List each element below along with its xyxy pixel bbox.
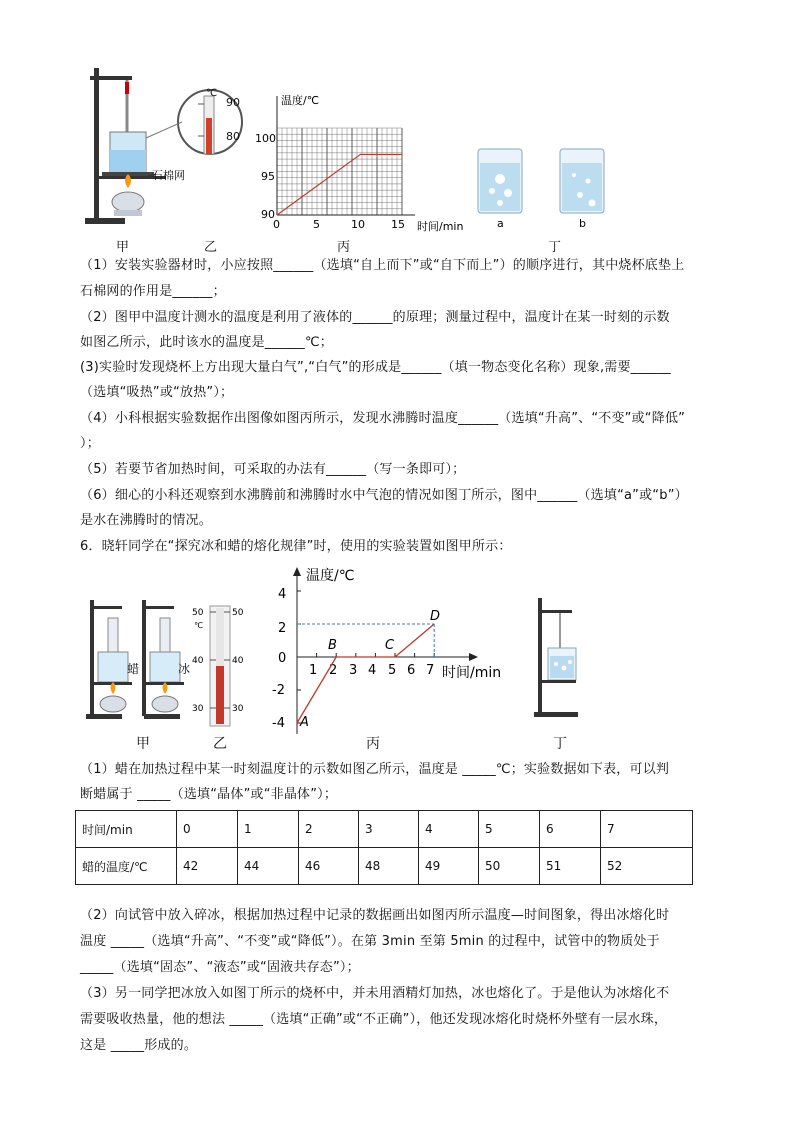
- table-cell: 3: [359, 811, 419, 848]
- fig1-apparatus: [80, 60, 250, 230]
- fig2-caption-ding: 丁: [553, 736, 567, 752]
- point-B: B: [328, 638, 337, 653]
- graph1-xlabel: 时间/min: [417, 220, 464, 233]
- table-cell: 1: [238, 811, 299, 848]
- table-row: [76, 848, 693, 885]
- fig2-caption-yi: 乙: [213, 736, 227, 752]
- graph2-ytick: -4: [272, 716, 285, 731]
- table-cell: 7: [601, 811, 693, 848]
- fig2-thermometer: [190, 604, 250, 729]
- graph1-xtick: 0: [273, 218, 280, 231]
- graph2-xtick: 3: [349, 663, 358, 678]
- table-cell: 49: [419, 848, 479, 885]
- q5-line: ）；: [80, 436, 100, 451]
- fig2-caption-jia: 甲: [136, 736, 150, 752]
- table-cell: 2: [299, 811, 359, 848]
- table-cell: 42: [177, 848, 238, 885]
- table-cell: 0: [177, 811, 238, 848]
- therm-tick-left: 30: [192, 704, 204, 714]
- graph2-ytick: -2: [272, 683, 285, 698]
- row-label: 蜡的温度/℃: [76, 848, 177, 885]
- asbestos-label: 石棉网: [152, 169, 185, 182]
- graph2-ytick: 4: [278, 587, 287, 602]
- fig1-caption-yi: 乙: [204, 240, 218, 255]
- therm-tick-left: 40: [192, 656, 204, 666]
- beaker-b-label: b: [579, 217, 586, 230]
- therm-tick-right: 40: [232, 656, 244, 666]
- graph2-ytick: 2: [278, 621, 287, 636]
- table-cell: 50: [479, 848, 540, 885]
- table-cell: 52: [601, 848, 693, 885]
- graph2-xtick: 6: [407, 663, 416, 678]
- q6-line: （3）另一同学把冰放入如图丁所示的烧杯中，并未用酒精灯加热，冰也熔化了。于是他认为冰熔化不: [80, 986, 670, 1001]
- graph2-xtick: 2: [329, 663, 338, 678]
- q5-line: (3)实验时发现烧杯上方出现大量白气”,“白气”的形成是______（填一物态变化名称）现象,需要______: [80, 360, 671, 375]
- graph2-ytick: 0: [278, 651, 287, 666]
- graph2-ylabel: 温度/℃: [306, 568, 355, 584]
- table-cell: 6: [540, 811, 601, 848]
- graph2-xtick: 4: [368, 663, 377, 678]
- table-cell: 46: [299, 848, 359, 885]
- melting-graph: [270, 562, 515, 740]
- table-cell: 51: [540, 848, 601, 885]
- beaker-a-label: a: [497, 217, 504, 230]
- q5-line: （2）图甲中温度计测水的温度是利用了液体的______的原理；测量过程中，温度计在某一时刻的示数: [80, 310, 670, 325]
- therm-tick-right: 50: [232, 608, 244, 618]
- thermo-tick-90: 90: [226, 96, 240, 109]
- table-cell: 48: [359, 848, 419, 885]
- table-cell: 44: [238, 848, 299, 885]
- q6-intro: 6．晓轩同学在“探究冰和蜡的熔化规律”时，使用的实验装置如图甲所示：: [80, 539, 512, 554]
- boiling-graph: [255, 88, 485, 238]
- q6-line: 断蜡属于 _____（选填“晶体”或“非晶体”）；: [80, 787, 338, 802]
- q5-line: 是水在沸腾时的情况。: [80, 513, 213, 528]
- table-cell: 4: [419, 811, 479, 848]
- fig1-caption-bing: 丙: [337, 240, 351, 255]
- point-D: D: [430, 609, 441, 624]
- graph1-xtick: 10: [351, 218, 365, 231]
- q5-line: （6）细心的小科还观察到水沸腾前和沸腾时水中气泡的情况如图丁所示，图中______（选填“a”或“b”）: [80, 488, 688, 503]
- q6-line: （1）蜡在加热过程中某一时刻温度计的示数如图乙所示，温度是 _____℃；实验数据如下表，可以判: [80, 762, 670, 777]
- fig2-caption-bing: 丙: [366, 736, 380, 752]
- q6-line: 需要吸收热量，他的想法 _____（选填“正确”或“不正确”），他还发现冰熔化时烧杯外壁有一层水珠，: [80, 1012, 668, 1027]
- graph1-ytick: 90: [261, 208, 275, 221]
- q6-line: _____（选填“固态”、“液态”或“固液共存态”）；: [80, 960, 360, 975]
- q5-line: （4）小科根据实验数据作出图像如图丙所示，发现水沸腾时温度______（选填“升高”、“不变”或“降低”: [80, 411, 686, 426]
- therm-tick-right: 30: [232, 704, 244, 714]
- thermo-tick-80: 80: [226, 130, 240, 143]
- graph2-xlabel: 时间/min: [442, 665, 502, 681]
- q6-line: 这是 _____形成的。: [80, 1038, 198, 1053]
- beakers: [470, 145, 620, 235]
- fig2-ice-beaker: [530, 596, 590, 721]
- table-row: [76, 811, 693, 848]
- point-C: C: [385, 638, 395, 653]
- boiling-grid: [277, 96, 415, 215]
- wax-data-table: [75, 810, 693, 885]
- q5-line: （1）安装实验器材时，小应按照______（选填“自上而下”或“自下而上”）的顺序进行，其中烧杯底垫上: [80, 258, 685, 273]
- boiling-line: [277, 154, 402, 215]
- q6-line: （2）向试管中放入碎冰，根据加热过程中记录的数据画出如图丙所示温度—时间图象，得出冰熔化时: [80, 908, 670, 923]
- graph1-ylabel: 温度/℃: [281, 94, 320, 107]
- fig1-caption-ding: 丁: [548, 240, 562, 255]
- q6-line: 温度 _____（选填“升高”、“不变”或“降低”）。在第 3min 至第 5min 的过程中，试管中的物质处于: [80, 934, 660, 949]
- q5-line: （5）若要节省加热时间，可采取的办法有______（写一条即可）；: [80, 462, 466, 477]
- q5-line: 石棉网的作用是______；: [80, 284, 226, 299]
- table-cell: 5: [479, 811, 540, 848]
- row-label: 时间/min: [76, 811, 177, 848]
- therm-tick-left: 50: [192, 608, 204, 618]
- ice-label: 冰: [178, 662, 191, 676]
- point-A: A: [300, 715, 309, 730]
- q5-line: （选填“吸热”或“放热”）；: [80, 385, 234, 400]
- graph1-ytick: 95: [261, 170, 275, 183]
- graph2-xtick: 1: [309, 663, 318, 678]
- q5-line: 如图乙所示，此时该水的温度是______℃；: [80, 335, 333, 350]
- fig1-caption-jia: 甲: [116, 240, 130, 255]
- graph1-xtick: 5: [313, 218, 320, 231]
- graph1-ytick: 100: [255, 132, 276, 145]
- therm-unit: ℃: [194, 621, 203, 630]
- graph2-xtick: 5: [388, 663, 397, 678]
- graph1-xtick: 15: [391, 218, 405, 231]
- thermo-unit: ℃: [206, 88, 218, 99]
- wax-label: 蜡: [127, 662, 140, 676]
- graph2-xtick: 7: [426, 663, 435, 678]
